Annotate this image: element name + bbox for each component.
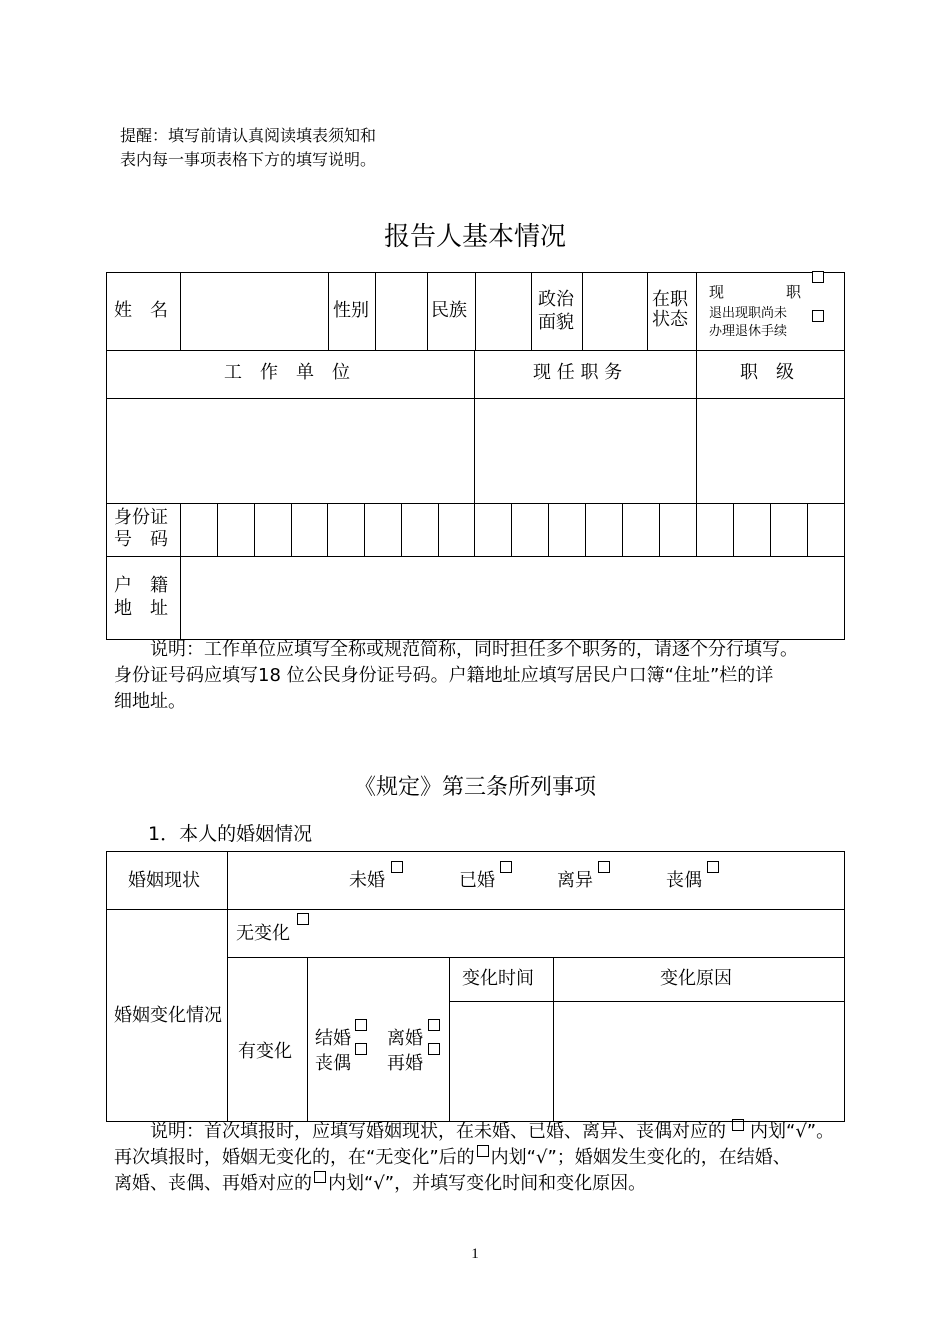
marriage-note-line-1 bbox=[114, 1119, 904, 1145]
label-rank: 职 级 bbox=[740, 362, 794, 383]
reminder-line-2: 表内每一事项表格下方的填写说明。 bbox=[120, 150, 377, 169]
section-title-items: 《规定》第三条所列事项 bbox=[353, 775, 596, 800]
checkbox-divorced[interactable] bbox=[598, 861, 610, 873]
option-married: 已婚 bbox=[459, 870, 495, 891]
status-option-retired-a: 退出现职尚未 bbox=[709, 306, 788, 321]
inline-checkbox-glyph bbox=[314, 1171, 326, 1183]
checkbox-divorce[interactable] bbox=[428, 1019, 440, 1031]
status-option-current-b: 职 bbox=[786, 283, 802, 301]
checkbox-remarry[interactable] bbox=[428, 1043, 440, 1055]
label-political-2: 面貌 bbox=[538, 312, 574, 333]
marriage-note-line-1-b: 内划“√”。 bbox=[750, 1121, 835, 1142]
header-change-time: 变化时间 bbox=[462, 968, 534, 989]
status-option-current-a: 现 bbox=[709, 283, 725, 301]
checkbox-marry[interactable] bbox=[355, 1019, 367, 1031]
label-work-unit: 工 作 单 位 bbox=[224, 362, 350, 383]
basic-info-note bbox=[114, 637, 894, 715]
option-no-change: 无变化 bbox=[236, 923, 290, 944]
label-status-2: 状态 bbox=[652, 309, 688, 330]
marriage-note-line-3 bbox=[114, 1171, 904, 1197]
marriage-note-line-2-a: 再次填报时，婚姻无变化的，在“无变化”后的 bbox=[114, 1147, 475, 1168]
status-option-retired-b: 办理退休手续 bbox=[709, 324, 788, 339]
label-id-2: 号 码 bbox=[114, 529, 168, 550]
checkbox-no-change[interactable] bbox=[297, 913, 309, 925]
marriage-note-line-3-a: 离婚、丧偶、再婚对应的 bbox=[114, 1173, 312, 1194]
label-status-1: 在职 bbox=[652, 289, 688, 310]
subsection-title-marriage: 1．本人的婚姻情况 bbox=[148, 823, 313, 845]
marriage-note-line-3-b: 内划“√”，并填写变化时间和变化原因。 bbox=[328, 1173, 647, 1194]
checkbox-widowed[interactable] bbox=[707, 861, 719, 873]
label-gender: 性别 bbox=[333, 300, 369, 321]
option-unmarried: 未婚 bbox=[349, 870, 385, 891]
checkbox-change-widowed[interactable] bbox=[355, 1043, 367, 1055]
basic-info-note-line-3: 细地址。 bbox=[114, 691, 186, 712]
section-title-basic-info: 报告人基本情况 bbox=[383, 222, 566, 252]
inline-checkbox-glyph bbox=[477, 1145, 489, 1157]
option-divorce: 离婚 bbox=[387, 1028, 423, 1049]
option-divorced: 离异 bbox=[557, 870, 593, 891]
label-name: 姓 名 bbox=[114, 300, 168, 321]
inline-checkbox-glyph bbox=[732, 1119, 744, 1131]
option-widowed: 丧偶 bbox=[666, 870, 702, 891]
page-number: 1 bbox=[471, 1246, 479, 1262]
label-position: 现 任 职 务 bbox=[533, 362, 623, 383]
label-marriage-change: 婚姻变化情况 bbox=[114, 1005, 222, 1026]
option-change-widowed: 丧偶 bbox=[315, 1053, 351, 1074]
marriage-note-line-2-b: 内划“√”；婚姻发生变化的，在结婚、 bbox=[490, 1147, 791, 1168]
marriage-note-line-1-a: 说明：首次填报时，应填写婚姻现状，在未婚、已婚、离异、丧偶对应的 bbox=[150, 1121, 726, 1142]
marriage-note bbox=[114, 1119, 904, 1197]
label-marital-status: 婚姻现状 bbox=[128, 870, 200, 891]
label-has-change: 有变化 bbox=[238, 1041, 292, 1062]
marriage-note-line-2 bbox=[114, 1145, 904, 1171]
option-remarry: 再婚 bbox=[387, 1053, 423, 1074]
label-huji-2: 地 址 bbox=[114, 598, 168, 619]
reminder bbox=[120, 124, 376, 172]
reminder-line-1: 提醒：填写前请认真阅读填表须知和 bbox=[120, 126, 377, 145]
checkbox-status-current[interactable] bbox=[812, 271, 824, 283]
label-ethnicity: 民族 bbox=[431, 300, 467, 321]
basic-info-note-line-1: 说明：工作单位应填写全称或规范简称，同时担任多个职务的，请逐个分行填写。 bbox=[150, 639, 798, 660]
checkbox-married[interactable] bbox=[500, 861, 512, 873]
checkbox-status-retired[interactable] bbox=[812, 310, 824, 322]
label-id-1: 身份证 bbox=[114, 507, 168, 528]
basic-info-note-line-2: 身份证号码应填写18 位公民身份证号码。户籍地址应填写居民户口簿“住址”栏的详 bbox=[114, 665, 774, 686]
label-huji-1: 户 籍 bbox=[114, 575, 168, 596]
header-change-reason: 变化原因 bbox=[660, 968, 732, 989]
checkbox-unmarried[interactable] bbox=[391, 861, 403, 873]
option-marry: 结婚 bbox=[315, 1028, 351, 1049]
label-political-1: 政治 bbox=[538, 289, 574, 310]
